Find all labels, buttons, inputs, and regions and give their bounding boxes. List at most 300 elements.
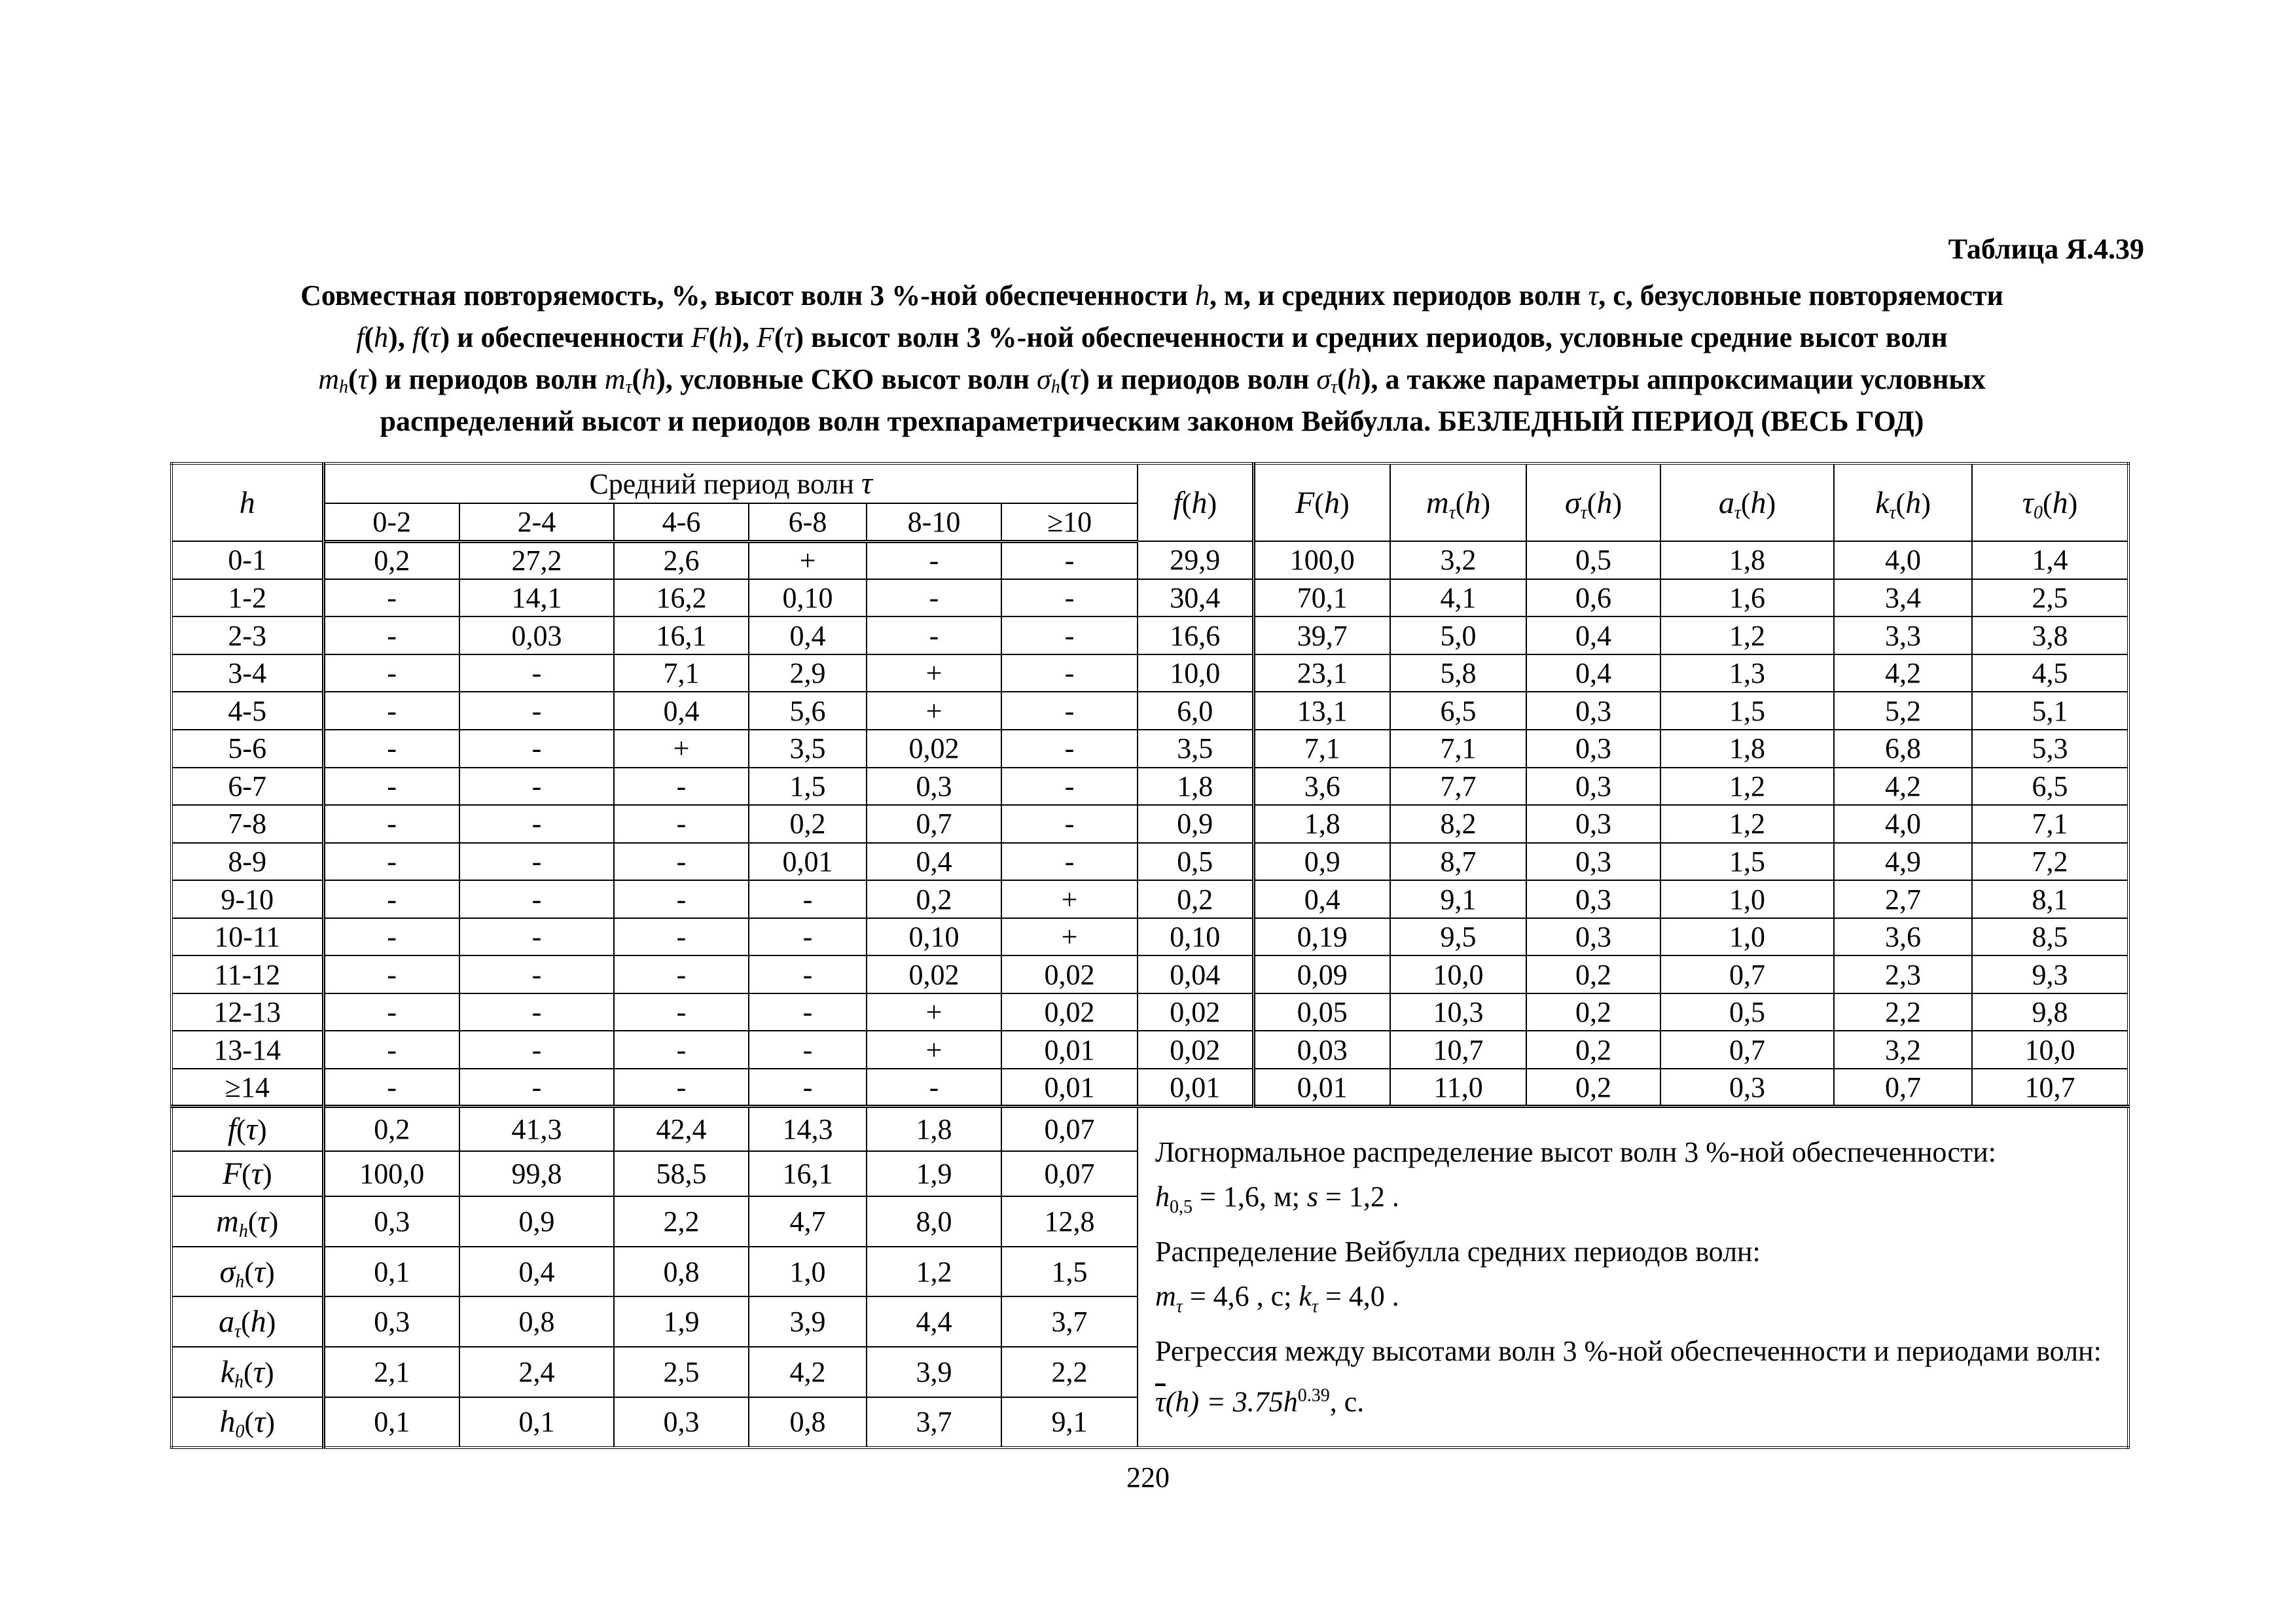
regression-formula: $\overline{\tau}(h) = 3.75h^{0.39}$, с. <box>1155 1385 1365 1418</box>
joint-frequency-cell: 0,2 <box>749 805 867 843</box>
row-h-label: 2-3 <box>171 616 323 654</box>
sigma-tau-cell: 0,4 <box>1526 616 1660 654</box>
a-tau-cell: 1,2 <box>1660 616 1834 654</box>
a-tau-cell: 0,7 <box>1660 955 1834 993</box>
F-h-cell: 7,1 <box>1253 730 1390 768</box>
k-tau-cell: 2,3 <box>1834 955 1972 993</box>
m-tau-cell: 5,0 <box>1390 616 1526 654</box>
F-h-cell: 70,1 <box>1253 579 1390 617</box>
m-tau-cell: 10,0 <box>1390 955 1526 993</box>
f-h-cell: 29,9 <box>1138 541 1253 579</box>
k-tau-cell: 4,9 <box>1834 843 1972 881</box>
tau0-cell: 8,5 <box>1972 918 2128 956</box>
F-h-cell: 0,4 <box>1253 880 1390 918</box>
joint-frequency-cell: - <box>1001 768 1138 806</box>
marginal-cell: 0,3 <box>614 1397 749 1448</box>
joint-frequency-cell: + <box>867 692 1001 730</box>
a-tau-cell: 1,8 <box>1660 541 1834 579</box>
period-col-1: 2-4 <box>459 503 614 542</box>
marginal-cell: 1,5 <box>1001 1247 1138 1297</box>
sigma-tau-cell: 0,3 <box>1526 918 1660 956</box>
marginal-cell: 0,8 <box>749 1397 867 1448</box>
marginal-row-label: $a_\tau(h)$ <box>171 1296 323 1347</box>
joint-frequency-cell: - <box>867 616 1001 654</box>
joint-frequency-cell: - <box>749 993 867 1031</box>
marginal-row-label: f(τ) <box>171 1107 323 1152</box>
F-h-cell: 0,19 <box>1253 918 1390 956</box>
m-tau-cell: 3,2 <box>1390 541 1526 579</box>
a-tau-cell: 0,7 <box>1660 1031 1834 1069</box>
F-h-cell: 39,7 <box>1253 616 1390 654</box>
marginal-cell: 1,2 <box>867 1247 1001 1297</box>
marginal-cell: 3,9 <box>749 1296 867 1347</box>
joint-frequency-cell: - <box>1001 805 1138 843</box>
tau0-cell: 9,8 <box>1972 993 2128 1031</box>
regression-text: Регрессия между высотами волн 3 %-ной обеспеченности и периодами волн: <box>1155 1334 2102 1367</box>
table-number: Таблица Я.4.39 <box>1948 233 2144 265</box>
f-h-cell: 0,2 <box>1138 880 1253 918</box>
col-header-tau0: $\tau_0(h)$ <box>1972 463 2128 541</box>
joint-frequency-cell: - <box>614 843 749 881</box>
marginal-cell: 14,3 <box>749 1107 867 1152</box>
marginal-cell: 4,4 <box>867 1296 1001 1347</box>
joint-frequency-cell: - <box>323 768 459 806</box>
F-h-cell: 0,9 <box>1253 843 1390 881</box>
weibull-text: Распределение Вейбулла средних периодов волн: <box>1155 1235 1761 1268</box>
a-tau-cell: 1,3 <box>1660 654 1834 692</box>
marginal-cell: 0,1 <box>323 1247 459 1297</box>
joint-frequency-cell: + <box>749 541 867 579</box>
table-row <box>171 918 2128 956</box>
joint-frequency-cell: - <box>614 880 749 918</box>
table-row <box>171 880 2128 918</box>
marginal-cell: 0,8 <box>614 1247 749 1297</box>
marginal-cell: 1,0 <box>749 1247 867 1297</box>
row-h-label: 8-9 <box>171 843 323 881</box>
joint-frequency-cell: 0,7 <box>867 805 1001 843</box>
m-tau-cell: 7,1 <box>1390 730 1526 768</box>
marginal-cell: 4,7 <box>749 1196 867 1247</box>
joint-frequency-cell: - <box>459 1031 614 1069</box>
table-row <box>171 955 2128 993</box>
period-col-2: 4-6 <box>614 503 749 542</box>
period-col-4: 8-10 <box>867 503 1001 542</box>
joint-frequency-cell: - <box>1001 843 1138 881</box>
marginal-row-label: F(τ) <box>171 1151 323 1196</box>
joint-frequency-cell: + <box>867 993 1001 1031</box>
m-tau-cell: 9,1 <box>1390 880 1526 918</box>
a-tau-cell: 1,5 <box>1660 692 1834 730</box>
joint-frequency-cell: + <box>867 654 1001 692</box>
col-header-f: f(h) <box>1138 463 1253 541</box>
sigma-tau-cell: 0,4 <box>1526 654 1660 692</box>
tau0-cell: 5,3 <box>1972 730 2128 768</box>
marginal-row-label: $m_h(\tau)$ <box>171 1196 323 1247</box>
m-tau-cell: 6,5 <box>1390 692 1526 730</box>
m-tau-cell: 8,7 <box>1390 843 1526 881</box>
sigma-tau-cell: 0,3 <box>1526 692 1660 730</box>
table-caption: Совместная повторяемость, %, высот волн 3 %-ной обеспеченности h, м, и средних периодов волн τ, с, безусловные повторяемости f(h), f(τ) и обеспеченности F(h), F(τ) высот волн 3 %-ной обеспеченности и средних периодов, условные средние высот волн $m_h(\tau)$ и периодов волн $m_\tau(h)$, условные СКО высот волн $\sigma_h(\tau)$ и периодов волн $\sigma_\tau(h)$, а также параметры аппроксимации условных распределений высот и периодов волн трехпараметрическим законом Вейбулла. БЕЗЛЕДНЫЙ ПЕРИОД (ВЕСЬ ГОД) <box>300 279 2003 437</box>
marginal-cell: 1,9 <box>614 1296 749 1347</box>
joint-frequency-cell: 0,4 <box>867 843 1001 881</box>
joint-frequency-cell: - <box>867 541 1001 579</box>
marginal-cell: 12,8 <box>1001 1196 1138 1247</box>
f-h-cell: 6,0 <box>1138 692 1253 730</box>
row-h-label: 11-12 <box>171 955 323 993</box>
joint-frequency-cell: - <box>459 993 614 1031</box>
joint-frequency-cell: - <box>614 768 749 806</box>
joint-frequency-cell: 16,1 <box>614 616 749 654</box>
joint-frequency-cell: - <box>323 918 459 956</box>
tau0-cell: 1,4 <box>1972 541 2128 579</box>
F-h-cell: 0,01 <box>1253 1069 1390 1107</box>
joint-frequency-cell: - <box>323 654 459 692</box>
m-tau-cell: 11,0 <box>1390 1069 1526 1107</box>
joint-frequency-cell: - <box>323 880 459 918</box>
marginal-cell: 0,07 <box>1001 1107 1138 1152</box>
a-tau-cell: 1,2 <box>1660 768 1834 806</box>
marginal-cell: 1,8 <box>867 1107 1001 1152</box>
marginal-row-label: $h_0(\tau)$ <box>171 1397 323 1448</box>
joint-frequency-cell: - <box>459 880 614 918</box>
sigma-tau-cell: 0,2 <box>1526 1069 1660 1107</box>
joint-frequency-cell: 0,01 <box>749 843 867 881</box>
a-tau-cell: 1,5 <box>1660 843 1834 881</box>
joint-frequency-cell: - <box>323 805 459 843</box>
table-row <box>171 579 2128 617</box>
joint-frequency-cell: 7,1 <box>614 654 749 692</box>
row-h-label: 13-14 <box>171 1031 323 1069</box>
marginal-cell: 42,4 <box>614 1107 749 1152</box>
row-h-label: 1-2 <box>171 579 323 617</box>
joint-frequency-cell: 2,9 <box>749 654 867 692</box>
joint-frequency-cell: - <box>459 654 614 692</box>
joint-frequency-cell: 0,4 <box>749 616 867 654</box>
period-col-3: 6-8 <box>749 503 867 542</box>
joint-frequency-cell: - <box>323 993 459 1031</box>
marginal-cell: 2,2 <box>614 1196 749 1247</box>
k-tau-cell: 2,7 <box>1834 880 1972 918</box>
joint-frequency-cell: - <box>323 579 459 617</box>
f-h-cell: 0,9 <box>1138 805 1253 843</box>
period-col-5: ≥10 <box>1001 503 1138 542</box>
joint-frequency-cell: - <box>1001 616 1138 654</box>
k-tau-cell: 6,8 <box>1834 730 1972 768</box>
tau0-cell: 5,1 <box>1972 692 2128 730</box>
col-header-k: $k_\tau(h)$ <box>1834 463 1972 541</box>
m-tau-cell: 10,3 <box>1390 993 1526 1031</box>
k-tau-cell: 4,2 <box>1834 768 1972 806</box>
marginal-cell: 99,8 <box>459 1151 614 1196</box>
m-tau-cell: 5,8 <box>1390 654 1526 692</box>
tau0-cell: 3,8 <box>1972 616 2128 654</box>
k-tau-cell: 3,2 <box>1834 1031 1972 1069</box>
joint-frequency-cell: + <box>867 1031 1001 1069</box>
joint-frequency-table <box>170 462 2130 1449</box>
m-tau-cell: 9,5 <box>1390 918 1526 956</box>
table-row <box>171 616 2128 654</box>
F-h-cell: 1,8 <box>1253 805 1390 843</box>
joint-frequency-cell: - <box>459 955 614 993</box>
f-h-cell: 0,02 <box>1138 1031 1253 1069</box>
joint-frequency-cell: - <box>459 805 614 843</box>
joint-frequency-cell: - <box>459 768 614 806</box>
sigma-tau-cell: 0,5 <box>1526 541 1660 579</box>
table-row <box>171 768 2128 806</box>
tau0-cell: 7,1 <box>1972 805 2128 843</box>
k-tau-cell: 3,6 <box>1834 918 1972 956</box>
joint-frequency-cell: - <box>459 843 614 881</box>
F-h-cell: 0,09 <box>1253 955 1390 993</box>
sigma-tau-cell: 0,3 <box>1526 805 1660 843</box>
col-header-sigma: $\sigma_\tau(h)$ <box>1526 463 1660 541</box>
marginal-cell: 0,8 <box>459 1296 614 1347</box>
F-h-cell: 3,6 <box>1253 768 1390 806</box>
f-h-cell: 0,02 <box>1138 993 1253 1031</box>
f-h-cell: 1,8 <box>1138 768 1253 806</box>
joint-frequency-cell: - <box>749 918 867 956</box>
h-column-header: h <box>171 463 323 541</box>
marginal-cell: 3,7 <box>1001 1296 1138 1347</box>
k-tau-cell: 3,3 <box>1834 616 1972 654</box>
sigma-tau-cell: 0,2 <box>1526 1031 1660 1069</box>
joint-frequency-cell: 3,5 <box>749 730 867 768</box>
marginal-cell: 4,2 <box>749 1347 867 1397</box>
joint-frequency-cell: - <box>614 1069 749 1107</box>
f-h-cell: 3,5 <box>1138 730 1253 768</box>
a-tau-cell: 0,3 <box>1660 1069 1834 1107</box>
joint-frequency-cell: 1,5 <box>749 768 867 806</box>
joint-frequency-cell: 5,6 <box>749 692 867 730</box>
tau0-cell: 4,5 <box>1972 654 2128 692</box>
marginal-cell: 41,3 <box>459 1107 614 1152</box>
period-col-0: 0-2 <box>323 503 459 542</box>
joint-frequency-cell: - <box>749 1069 867 1107</box>
tau0-cell: 2,5 <box>1972 579 2128 617</box>
joint-frequency-cell: - <box>614 805 749 843</box>
table-row <box>171 654 2128 692</box>
joint-frequency-cell: 0,10 <box>867 918 1001 956</box>
joint-frequency-cell: - <box>323 955 459 993</box>
marginal-cell: 3,7 <box>867 1397 1001 1448</box>
F-h-cell: 23,1 <box>1253 654 1390 692</box>
sigma-tau-cell: 0,6 <box>1526 579 1660 617</box>
F-h-cell: 100,0 <box>1253 541 1390 579</box>
marginal-cell: 2,2 <box>1001 1347 1138 1397</box>
joint-frequency-cell: - <box>614 993 749 1031</box>
joint-frequency-cell: 0,01 <box>1001 1031 1138 1069</box>
joint-frequency-cell: - <box>323 1031 459 1069</box>
joint-frequency-cell: - <box>1001 579 1138 617</box>
joint-frequency-cell: 16,2 <box>614 579 749 617</box>
a-tau-cell: 1,2 <box>1660 805 1834 843</box>
joint-frequency-cell: 0,4 <box>614 692 749 730</box>
joint-frequency-cell: 0,2 <box>867 880 1001 918</box>
k-tau-cell: 4,2 <box>1834 654 1972 692</box>
joint-frequency-cell: - <box>867 579 1001 617</box>
marginal-row-label: $\sigma_h(\tau)$ <box>171 1247 323 1297</box>
f-h-cell: 0,01 <box>1138 1069 1253 1107</box>
joint-frequency-cell: 0,3 <box>867 768 1001 806</box>
joint-frequency-cell: - <box>323 730 459 768</box>
joint-frequency-cell: 2,6 <box>614 541 749 579</box>
joint-frequency-cell: - <box>459 1069 614 1107</box>
f-h-cell: 0,04 <box>1138 955 1253 993</box>
col-header-a: $a_\tau(h)$ <box>1660 463 1834 541</box>
joint-frequency-cell: - <box>614 1031 749 1069</box>
marginal-cell: 0,3 <box>323 1196 459 1247</box>
k-tau-cell: 3,4 <box>1834 579 1972 617</box>
joint-frequency-cell: 0,02 <box>867 730 1001 768</box>
marginal-cell: 3,9 <box>867 1347 1001 1397</box>
m-tau-cell: 4,1 <box>1390 579 1526 617</box>
col-header-m: $m_\tau(h)$ <box>1390 463 1526 541</box>
F-h-cell: 0,03 <box>1253 1031 1390 1069</box>
marginal-cell: 0,9 <box>459 1196 614 1247</box>
joint-frequency-cell: - <box>323 616 459 654</box>
row-h-label: 5-6 <box>171 730 323 768</box>
joint-frequency-cell: - <box>459 730 614 768</box>
lognormal-params: $h_{0,5} = 1,6$, м; s = 1,2 . <box>1155 1180 1399 1217</box>
a-tau-cell: 1,0 <box>1660 880 1834 918</box>
k-tau-cell: 4,0 <box>1834 805 1972 843</box>
row-h-label: 10-11 <box>171 918 323 956</box>
marginal-cell: 2,1 <box>323 1347 459 1397</box>
joint-frequency-cell: - <box>867 1069 1001 1107</box>
lognormal-text: Логнормальное распределение высот волн 3 %-ной обеспеченности: <box>1155 1135 1997 1168</box>
f-h-cell: 0,10 <box>1138 918 1253 956</box>
row-h-label: 3-4 <box>171 654 323 692</box>
joint-frequency-cell: - <box>749 955 867 993</box>
row-h-label: 9-10 <box>171 880 323 918</box>
a-tau-cell: 1,6 <box>1660 579 1834 617</box>
marginal-cell: 0,07 <box>1001 1151 1138 1196</box>
row-h-label: ≥14 <box>171 1069 323 1107</box>
tau0-cell: 9,3 <box>1972 955 2128 993</box>
f-h-cell: 0,5 <box>1138 843 1253 881</box>
f-h-cell: 10,0 <box>1138 654 1253 692</box>
table-row <box>171 730 2128 768</box>
joint-frequency-cell: + <box>1001 880 1138 918</box>
period-group-header: Средний период волн τ <box>323 463 1138 503</box>
row-h-label: 0-1 <box>171 541 323 579</box>
a-tau-cell: 0,5 <box>1660 993 1834 1031</box>
k-tau-cell: 5,2 <box>1834 692 1972 730</box>
k-tau-cell: 4,0 <box>1834 541 1972 579</box>
tau0-cell: 10,7 <box>1972 1069 2128 1107</box>
joint-frequency-cell: - <box>459 918 614 956</box>
approximation-notes <box>1138 1107 2128 1448</box>
joint-frequency-cell: - <box>1001 654 1138 692</box>
table-row <box>171 805 2128 843</box>
a-tau-cell: 1,0 <box>1660 918 1834 956</box>
tau0-cell: 10,0 <box>1972 1031 2128 1069</box>
table-row <box>171 993 2128 1031</box>
sigma-tau-cell: 0,3 <box>1526 730 1660 768</box>
table-row <box>171 692 2128 730</box>
row-h-label: 12-13 <box>171 993 323 1031</box>
joint-frequency-cell: - <box>614 955 749 993</box>
joint-frequency-cell: - <box>614 918 749 956</box>
marginal-cell: 100,0 <box>323 1151 459 1196</box>
marginal-row <box>171 1107 2128 1152</box>
marginal-cell: 58,5 <box>614 1151 749 1196</box>
table-row <box>171 1069 2128 1107</box>
joint-frequency-cell: 27,2 <box>459 541 614 579</box>
sigma-tau-cell: 0,2 <box>1526 955 1660 993</box>
marginal-cell: 0,1 <box>323 1397 459 1448</box>
a-tau-cell: 1,8 <box>1660 730 1834 768</box>
row-h-label: 4-5 <box>171 692 323 730</box>
row-h-label: 6-7 <box>171 768 323 806</box>
joint-frequency-cell: + <box>614 730 749 768</box>
joint-frequency-cell: - <box>749 1031 867 1069</box>
m-tau-cell: 8,2 <box>1390 805 1526 843</box>
joint-frequency-cell: 14,1 <box>459 579 614 617</box>
tau0-cell: 8,1 <box>1972 880 2128 918</box>
marginal-cell: 0,2 <box>323 1107 459 1152</box>
joint-frequency-cell: + <box>1001 918 1138 956</box>
joint-frequency-cell: - <box>749 880 867 918</box>
joint-frequency-cell: - <box>1001 730 1138 768</box>
weibull-params: $m_\tau = 4,6$ , с; $k_\tau = 4,0$ . <box>1155 1279 1399 1317</box>
joint-frequency-cell: - <box>1001 541 1138 579</box>
marginal-cell: 16,1 <box>749 1151 867 1196</box>
f-h-cell: 16,6 <box>1138 616 1253 654</box>
m-tau-cell: 10,7 <box>1390 1031 1526 1069</box>
marginal-cell: 2,5 <box>614 1347 749 1397</box>
F-h-cell: 13,1 <box>1253 692 1390 730</box>
sigma-tau-cell: 0,3 <box>1526 880 1660 918</box>
joint-frequency-cell: - <box>1001 692 1138 730</box>
marginal-cell: 1,9 <box>867 1151 1001 1196</box>
page-number: 220 <box>1126 1461 1170 1493</box>
table-row <box>171 1031 2128 1069</box>
joint-frequency-cell: 0,02 <box>1001 993 1138 1031</box>
joint-frequency-cell: 0,02 <box>1001 955 1138 993</box>
joint-frequency-cell: - <box>459 692 614 730</box>
F-h-cell: 0,05 <box>1253 993 1390 1031</box>
sigma-tau-cell: 0,2 <box>1526 993 1660 1031</box>
row-h-label: 7-8 <box>171 805 323 843</box>
sigma-tau-cell: 0,3 <box>1526 843 1660 881</box>
marginal-row-label: $k_h(\tau)$ <box>171 1347 323 1397</box>
marginal-cell: 8,0 <box>867 1196 1001 1247</box>
marginal-cell: 0,1 <box>459 1397 614 1448</box>
marginal-cell: 9,1 <box>1001 1397 1138 1448</box>
m-tau-cell: 7,7 <box>1390 768 1526 806</box>
k-tau-cell: 0,7 <box>1834 1069 1972 1107</box>
marginal-cell: 0,3 <box>323 1296 459 1347</box>
joint-frequency-cell: 0,2 <box>323 541 459 579</box>
joint-frequency-cell: 0,01 <box>1001 1069 1138 1107</box>
table-row <box>171 541 2128 579</box>
tau0-cell: 6,5 <box>1972 768 2128 806</box>
tau0-cell: 7,2 <box>1972 843 2128 881</box>
joint-frequency-cell: - <box>323 843 459 881</box>
joint-frequency-cell: 0,10 <box>749 579 867 617</box>
header-row <box>171 463 2128 503</box>
col-header-F: F(h) <box>1253 463 1390 541</box>
joint-frequency-cell: - <box>323 1069 459 1107</box>
joint-frequency-cell: 0,03 <box>459 616 614 654</box>
table-row <box>171 843 2128 881</box>
marginal-cell: 0,4 <box>459 1247 614 1297</box>
joint-frequency-cell: 0,02 <box>867 955 1001 993</box>
k-tau-cell: 2,2 <box>1834 993 1972 1031</box>
f-h-cell: 30,4 <box>1138 579 1253 617</box>
marginal-cell: 2,4 <box>459 1347 614 1397</box>
